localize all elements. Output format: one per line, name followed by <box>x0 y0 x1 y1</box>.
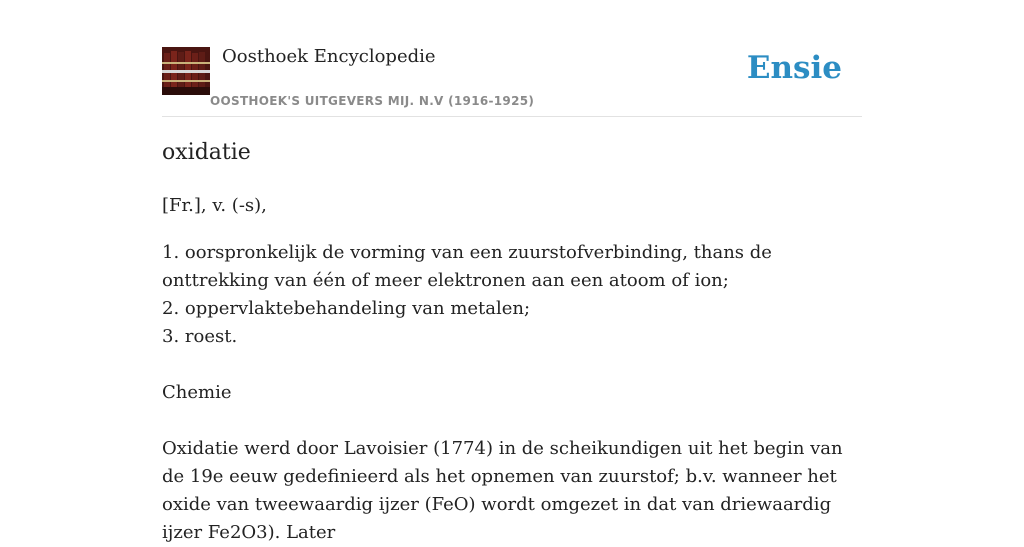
header <box>162 0 862 117</box>
page <box>162 0 862 543</box>
definition-1: 1. oorspronkelijk de vorming van een zuurstofverbinding, thans de onttrekking van één of meer elektronen aan een atoom of ion; <box>162 242 772 291</box>
body-paragraph: Oxidatie werd door Lavoisier (1774) in de scheikundigen uit het begin van de 19e eeuw gedefinieerd als het opnemen van zuurstof; b.v. wanneer het oxide van tweewaardig ijzer (FeO) wordt omgezet in dat van driewaardig ijzer Fe2O3). Later <box>162 438 843 543</box>
publication-name[interactable]: Oosthoek Encyclopedie <box>222 46 436 67</box>
spacer <box>162 351 862 379</box>
book-spines-icon <box>162 47 210 95</box>
grammar-info: [Fr.], v. (-s), <box>162 195 267 216</box>
definition-2: 2. oppervlaktebehandeling van metalen; <box>162 298 531 319</box>
section-heading: Chemie <box>162 382 232 403</box>
book-spines-avatar[interactable] <box>162 47 210 95</box>
publication-subtitle: OOSTHOEK'S UITGEVERS MIJ. N.V (1916-1925) <box>210 94 535 108</box>
article-content <box>162 192 862 547</box>
definition-3: 3. roest. <box>162 326 238 347</box>
article-title: oxidatie <box>162 140 251 165</box>
spacer <box>162 407 862 435</box>
ensie-logo[interactable]: Ensie <box>746 50 842 86</box>
